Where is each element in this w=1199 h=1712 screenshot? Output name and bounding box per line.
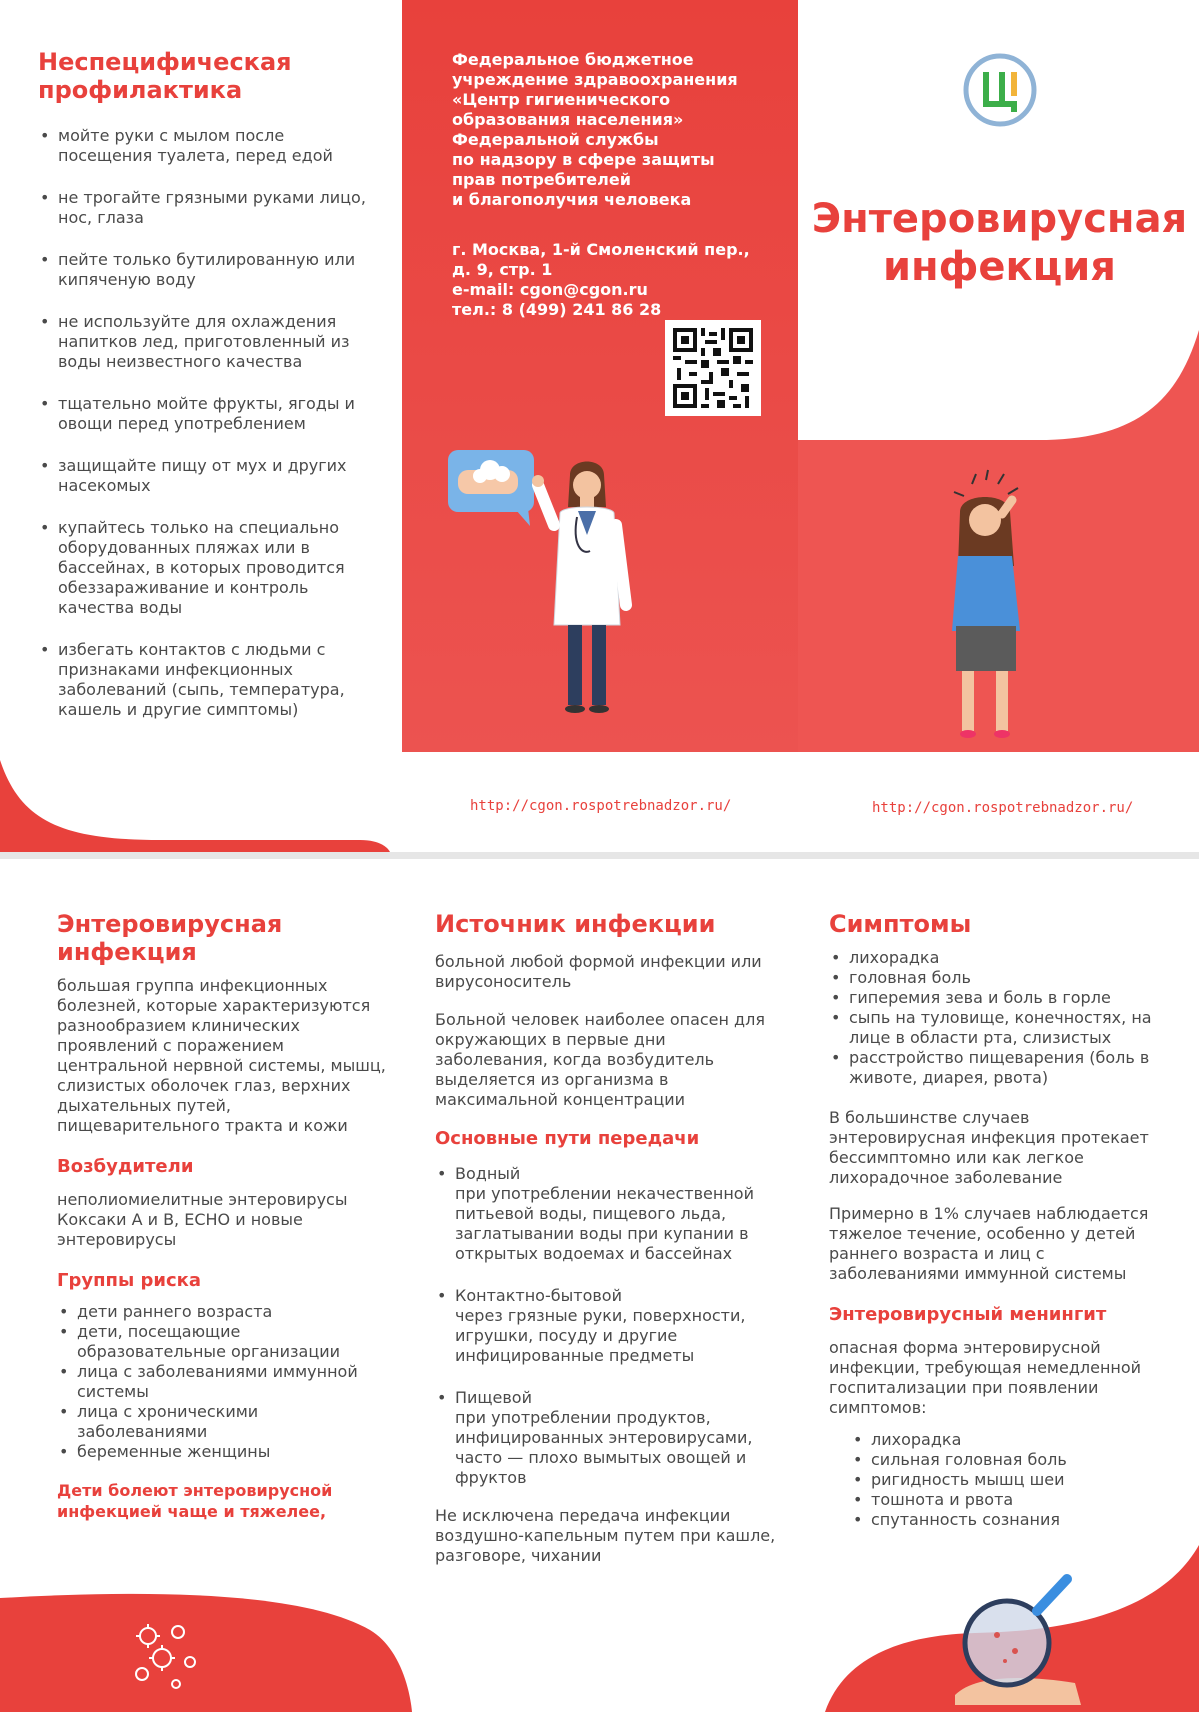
list-item: • сильная головная боль (851, 1450, 1169, 1470)
prevention-title: Неспецифическая профилактика (38, 48, 292, 104)
source-title: Источник инфекции (435, 910, 716, 938)
infection-title: Энтеровирусная инфекция (57, 910, 283, 966)
list-item: • головная боль (829, 968, 1169, 988)
list-item: • сыпь на туловище, конечностях, на лице в области рта, слизистых (829, 1008, 1169, 1048)
symptoms-title: Симптомы (829, 910, 972, 938)
list-item: • не трогайте грязными руками лицо, нос, глаза (38, 188, 378, 228)
source-column (435, 910, 780, 1566)
magnifier-skin-rash-icon (945, 1565, 1085, 1705)
qr-code-icon (673, 328, 753, 408)
doctor-illustration-icon (532, 455, 642, 720)
symptoms-text-mild: В большинстве случаев энтеровирусная инфекция протекает бессимптомно или как легкое лихорадочное заболевание (829, 1108, 1149, 1187)
pathogens-title: Возбудители (57, 1156, 194, 1177)
contact-panel (402, 0, 798, 752)
list-item: • лихорадка (851, 1430, 1169, 1450)
symptoms-list (829, 948, 1169, 1088)
phone-text: тел.: 8 (499) 241 86 28 (452, 300, 662, 319)
sick-girl-illustration-icon (930, 466, 1040, 746)
website-link-right[interactable]: http://cgon.rospotrebnadzor.ru/ (872, 800, 1134, 816)
red-wave-top-left (0, 760, 400, 852)
pathogens-text: неполиомиелитные энтеровирусы Коксаки А и В, ЕСНО и новые энтеровирусы (57, 1190, 348, 1249)
meningitis-text: опасная форма энтеровирусной инфекции, требующая немедленной госпитализации при появлении симптомов: (829, 1338, 1142, 1417)
red-wave-bottom-left (0, 1590, 420, 1712)
list-item: • тщательно мойте фрукты, ягоды и овощи перед употреблением (38, 394, 378, 434)
list-item: • дети раннего возраста (57, 1302, 392, 1322)
qr-code[interactable] (665, 320, 761, 416)
list-item: • ригидность мышц шеи (851, 1470, 1169, 1490)
list-item: • лихорадка (829, 948, 1169, 968)
prevention-column (38, 48, 378, 742)
list-item: • не используйте для охлаждения напитков лед, приготовленный из воды неизвестного качества (38, 312, 378, 372)
list-item: • защищайте пищу от мух и других насекомых (38, 456, 378, 496)
prevention-list (38, 126, 378, 720)
list-item: • гиперемия зева и боль в горле (829, 988, 1169, 1008)
website-link-center[interactable]: http://cgon.rospotrebnadzor.ru/ (470, 798, 732, 814)
list-item: • тошнота и рвота (851, 1490, 1169, 1510)
airborne-text: Не исключена передача инфекции воздушно-капельным путем при кашле, разговоре, чихании (435, 1506, 776, 1565)
routes-list (435, 1164, 780, 1488)
list-item: • купайтесь только на специально оборудованных пляжах или в бассейнах, в которых проводится обеззараживание и контроль качества воды (38, 518, 378, 618)
infection-description: большая группа инфекционных болезней, которые характеризуются разнообразием клинических проявлений с поражением центральной нервной системы, мышц, слизистых оболочек глаз, верхних дыхательных путей, пищеварительного тракта и кожи (57, 976, 386, 1135)
meningitis-symptoms-list (851, 1430, 1169, 1530)
list-item: • Пищевой при употреблении продуктов, инфицированных энтеровирусами, часто — плохо вымытых овощей и фруктов (435, 1388, 780, 1488)
list-item: • лица с хроническими заболеваниями (57, 1402, 392, 1442)
fold-divider (0, 852, 1199, 859)
infection-column (57, 910, 392, 1522)
org-name: Федеральное бюджетное учреждение здравоохранения «Центр гигиенического образования населения» Федеральной службы по надзору в сфере защиты прав потребителей и благополучия человека (452, 50, 738, 209)
list-item: • дети, посещающие образовательные организации (57, 1322, 392, 1362)
risk-groups-list (57, 1302, 392, 1462)
children-note: Дети болеют энтеровирусной инфекцией чаще и тяжелее, (57, 1481, 333, 1521)
list-item: • лица с заболеваниями иммунной системы (57, 1362, 392, 1402)
list-item: • пейте только бутилированную или кипяченую воду (38, 250, 378, 290)
list-item: • мойте руки с мылом после посещения туалета, перед едой (38, 126, 378, 166)
list-item: • беременные женщины (57, 1442, 392, 1462)
org-address: г. Москва, 1-й Смоленский пер., д. 9, стр. 1 e-mail: cgon@cgon.ru тел.: 8 (499) 241 86 28 (452, 240, 782, 320)
routes-title: Основные пути передачи (435, 1128, 700, 1149)
list-item: • спутанность сознания (851, 1510, 1169, 1530)
symptoms-column (829, 910, 1169, 1530)
main-title: Энтеровирусная инфекция (811, 196, 1188, 290)
source-danger-text: Больной человек наиболее опасен для окружающих в первые дни заболевания, когда возбудитель выделяется из организма в максимальной концентрации (435, 1010, 765, 1109)
cgon-logo-icon (962, 52, 1038, 128)
list-item: • Контактно-бытовой через грязные руки, поверхности, игрушки, посуду и другие инфицированные предметы (435, 1286, 780, 1366)
meningitis-title: Энтеровирусный менингит (829, 1304, 1107, 1325)
list-item: • расстройство пищеварения (боль в животе, диарея, рвота) (829, 1048, 1169, 1088)
risk-groups-title: Группы риска (57, 1270, 202, 1291)
email-text: e-mail: cgon@cgon.ru (452, 280, 648, 299)
symptoms-text-severe: Примерно в 1% случаев наблюдается тяжелое течение, особенно у детей раннего возраста и лиц с заболеваниями иммунной системы (829, 1204, 1149, 1283)
list-item: • избегать контактов с людьми с признаками инфекционных заболеваний (сыпь, температура, кашель и другие симптомы) (38, 640, 378, 720)
list-item: • Водный при употреблении некачественной питьевой воды, пищевого льда, заглатывании воды при купании в открытых водоемах и бассейнах (435, 1164, 780, 1264)
source-text: больной любой формой инфекции или вирусоноситель (435, 952, 762, 991)
virus-icon (128, 1618, 208, 1694)
handwash-bubble-icon (446, 448, 542, 528)
